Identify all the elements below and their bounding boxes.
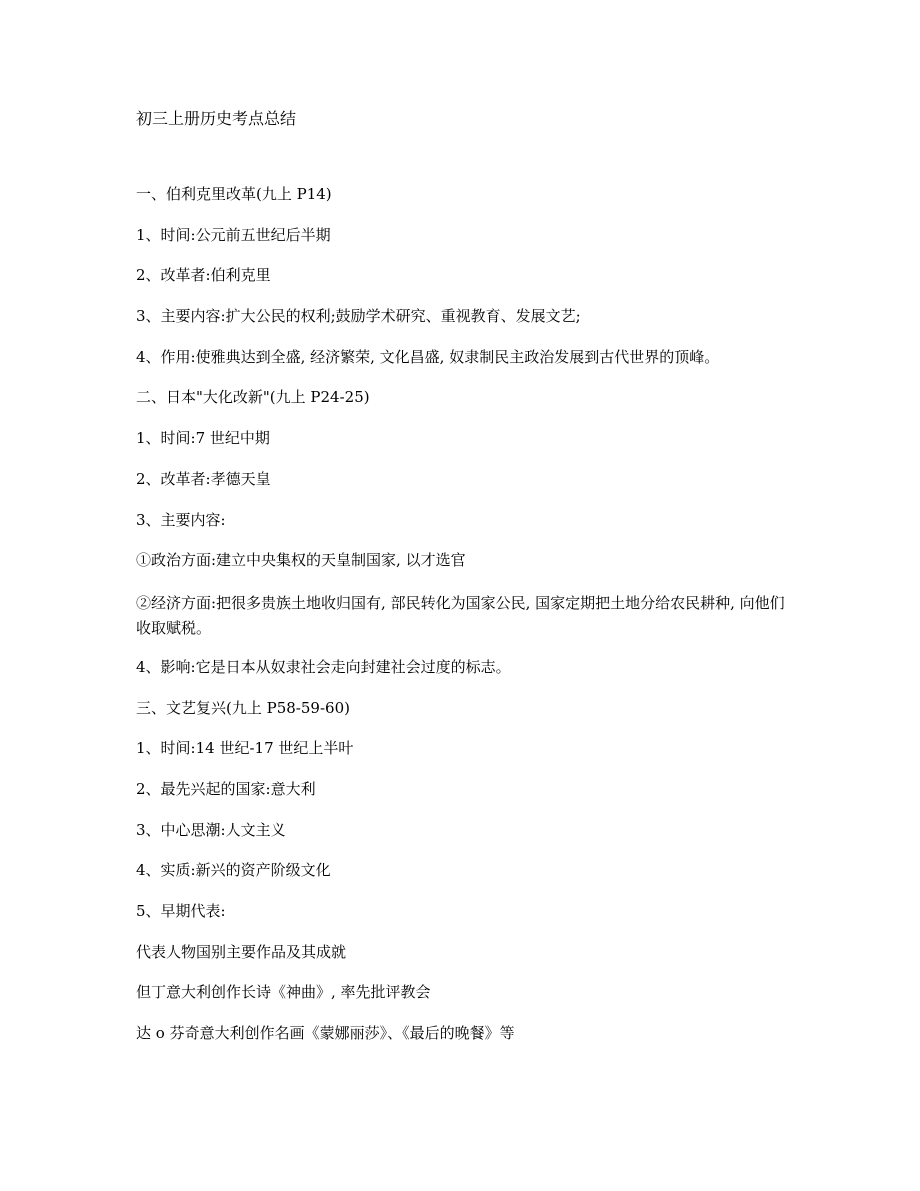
table-row-line: 但丁意大利创作长诗《神曲》, 率先批评教会 [136, 983, 431, 1002]
text-line: 3、主要内容:扩大公民的权利;鼓励学术研究、重视教育、发展文艺; [136, 307, 581, 326]
table-header-line: 代表人物国别主要作品及其成就 [136, 942, 347, 961]
text-line: 4、影响:它是日本从奴隶社会走向封建社会过度的标志。 [136, 657, 511, 676]
text-line: 2、最先兴起的国家:意大利 [136, 779, 316, 798]
text-line: 4、实质:新兴的资产阶级文化 [136, 861, 331, 880]
text-line: 1、时间:14 世纪-17 世纪上半叶 [136, 739, 354, 758]
text-line: 2、改革者:伯利克里 [136, 266, 271, 285]
text-line: 3、中心思潮:人文主义 [136, 820, 286, 839]
text-line: 1、时间:7 世纪中期 [136, 429, 270, 448]
section-heading-pericles: 一、伯利克里改革(九上 P14) [136, 185, 332, 203]
text-line: 1、时间:公元前五世纪后半期 [136, 225, 331, 244]
text-line: 2、改革者:孝德天皇 [136, 469, 271, 488]
section-heading-taika-reform: 二、日本"大化改新"(九上 P24-25) [136, 388, 370, 407]
section-heading-renaissance: 三、文艺复兴(九上 P58-59-60) [136, 698, 350, 717]
document-body [136, 108, 796, 1064]
document-title: 初三上册历史考点总结 [136, 109, 297, 128]
text-line: ②经济方面:把很多贵族土地收归国有, 部民转化为国家公民, 国家定期把土地分给农民耕种, 向他们收取赋税。 [136, 593, 785, 637]
text-line: ①政治方面:建立中央集权的天皇制国家, 以才选官 [136, 551, 466, 570]
text-line: 5、早期代表: [136, 902, 226, 920]
text-line: 4、作用:使雅典达到全盛, 经济繁荣, 文化昌盛, 奴隶制民主政治发展到古代世界的顶峰。 [136, 347, 720, 366]
text-line: 3、主要内容: [136, 510, 226, 529]
table-row-line: 达 o 芬奇意大利创作名画《蒙娜丽莎》、《最后的晚餐》等 [136, 1024, 515, 1043]
